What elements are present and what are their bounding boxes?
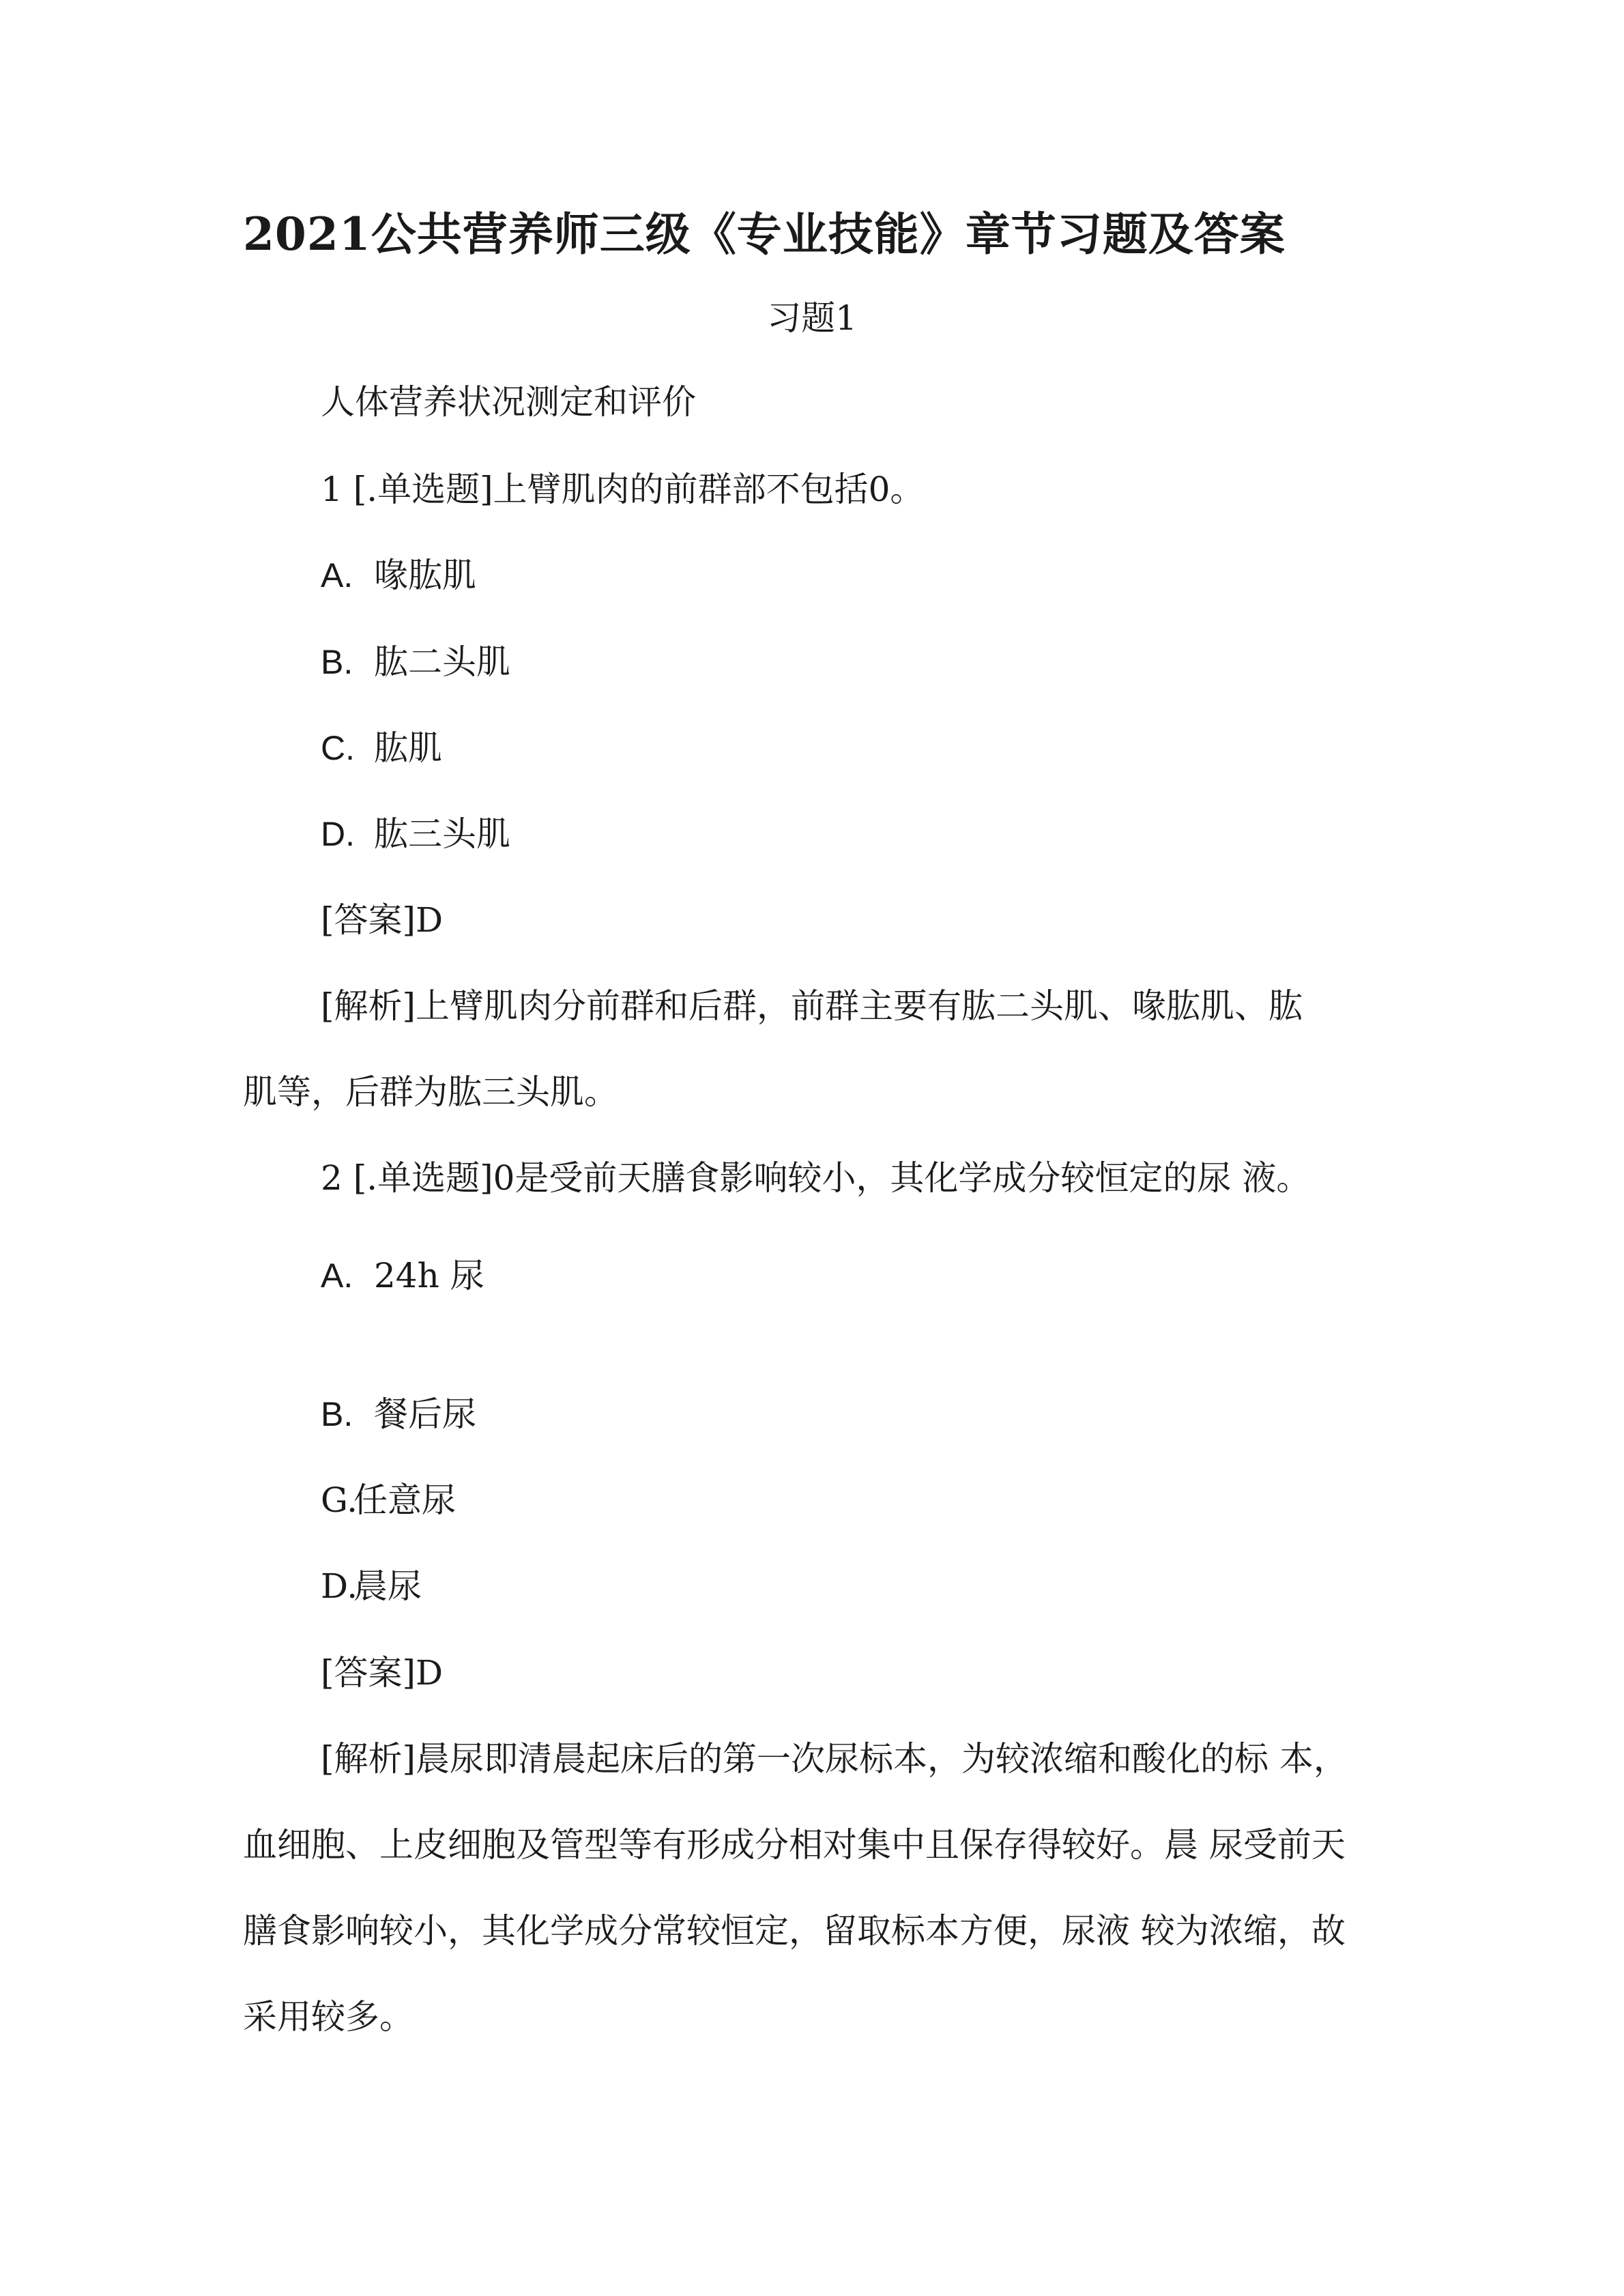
question-1-analysis-line-1: [解析]上臂肌肉分前群和后群，前群主要有肱二头肌、喙肱肌、肱 [321,986,1303,1026]
option-text: 肱三头肌 [374,814,510,854]
option-text: 肱二头肌 [374,642,510,682]
question-1-option-b [321,640,510,685]
question-1-option-d [321,812,510,857]
option-letter: A. [321,1257,353,1295]
question-1-option-a [321,553,476,598]
option-letter: D. [321,815,355,853]
question-1-answer: [答案]D [321,900,444,940]
option-text: 任意尿 [353,1480,456,1520]
question-2-option-d [321,1564,422,1609]
document-title: 2021公共营养师三级《专业技能》章节习题及答案 [243,207,1286,261]
option-letter: B. [321,643,353,681]
question-2-option-a [321,1253,484,1298]
section-heading: 人体营养状况测定和评价 [321,382,696,422]
question-2-option-b [321,1392,476,1437]
question-2-analysis-line-4: 采用较多。 [243,1997,414,2037]
option-letter: A. [321,556,353,594]
option-text: 餐后尿 [374,1394,476,1434]
option-letter: C. [321,729,355,767]
option-text: 24h 尿 [374,1256,484,1295]
question-2-stem: 2 [.单选题]0是受前天膳食影响较小，其化学成分较恒定的尿 液。 [321,1158,1311,1198]
option-letter: B. [321,1395,353,1433]
option-text: 晨尿 [353,1566,422,1606]
option-letter: D. [321,1566,358,1606]
option-text: 喙肱肌 [374,556,476,595]
question-2-answer: [答案]D [321,1653,444,1693]
question-1-analysis-line-2: 肌等，后群为肱三头肌。 [243,1072,618,1112]
question-2-analysis-line-2: 血细胞、上皮细胞及管型等有形成分相对集中且保存得较好。晨 尿受前天 [243,1825,1346,1865]
question-1-option-c [321,726,442,771]
option-text: 肱肌 [374,728,442,768]
question-2-option-g [321,1478,456,1523]
question-2-analysis-line-1: [解析]晨尿即清晨起床后的第一次尿标本，为较浓缩和酸化的标 本， [321,1739,1348,1779]
option-letter: G. [321,1480,358,1520]
exercise-heading: 习题1 [767,298,857,338]
question-1-stem: 1 [.单选题]上臂肌肉的前群部不包括0。 [321,470,925,509]
question-2-analysis-line-3: 膳食影响较小，其化学成分常较恒定，留取标本方便，尿液 较为浓缩，故 [243,1911,1346,1951]
